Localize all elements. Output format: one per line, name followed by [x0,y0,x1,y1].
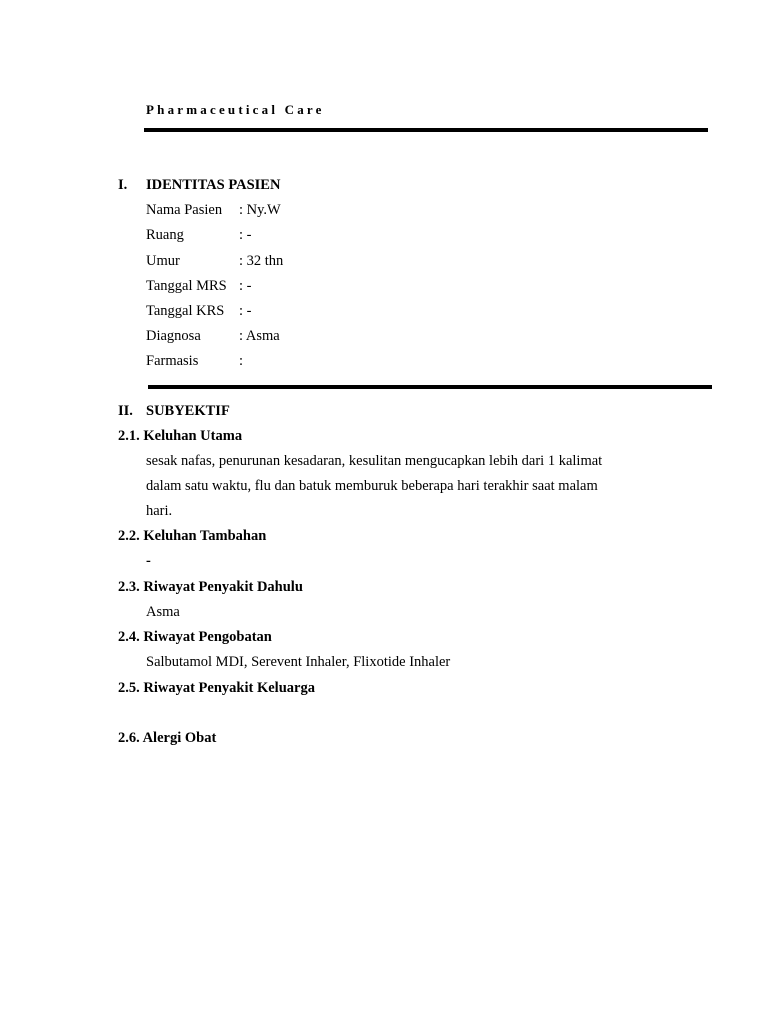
field-label: Ruang [146,227,184,243]
keluhan-tambahan-value: - [146,553,151,569]
field-row-tanggal-krs [146,301,251,321]
field-value: : - [239,227,252,243]
heading-riwayat-pengobatan: 2.4. Riwayat Pengobatan [118,629,272,645]
field-row-nama-pasien [146,200,281,220]
riwayat-penyakit-dahulu-value: Asma [146,604,180,620]
field-row-farmasis [146,351,243,371]
heading-riwayat-penyakit-keluarga: 2.5. Riwayat Penyakit Keluarga [118,680,315,696]
field-label: Umur [146,253,180,269]
field-value: : [239,353,244,369]
field-label: Diagnosa [146,328,201,344]
heading-alergi-obat: 2.6. Alergi Obat [118,730,217,746]
field-label: Farmasis [146,353,199,369]
section-1-title: IDENTITAS PASIEN [146,177,281,193]
field-row-tanggal-mrs [146,276,251,296]
field-value: : Ny.W [239,202,281,218]
field-label: Tanggal MRS [146,278,227,294]
section-1-number: I. [118,177,128,193]
keluhan-utama-line-1: sesak nafas, penurunan kesadaran, kesulitan mengucapkan lebih dari 1 kalimat [146,453,603,469]
field-row-diagnosa [146,326,280,346]
field-label: Nama Pasien [146,202,223,218]
heading-riwayat-penyakit-dahulu: 2.3. Riwayat Penyakit Dahulu [118,579,303,595]
document-header-title: Pharmaceutical Care [146,102,325,117]
header-divider [144,128,708,132]
heading-keluhan-utama: 2.1. Keluhan Utama [118,428,243,444]
heading-keluhan-tambahan: 2.2. Keluhan Tambahan [118,528,267,544]
field-value: : - [239,303,252,319]
field-row-ruang [146,225,251,245]
keluhan-utama-line-2: dalam satu waktu, flu dan batuk memburuk beberapa hari terakhir saat malam [146,478,598,494]
keluhan-utama-line-3: hari. [146,503,173,519]
field-row-umur [146,251,283,271]
section-divider [148,385,712,389]
field-value: : Asma [239,328,280,344]
riwayat-pengobatan-value: Salbutamol MDI, Serevent Inhaler, Flixotide Inhaler [146,654,451,670]
section-2-number: II. [118,403,133,419]
field-value: : 32 thn [239,253,284,269]
section-2-title: SUBYEKTIF [146,403,230,419]
field-label: Tanggal KRS [146,303,225,319]
field-value: : - [239,278,252,294]
